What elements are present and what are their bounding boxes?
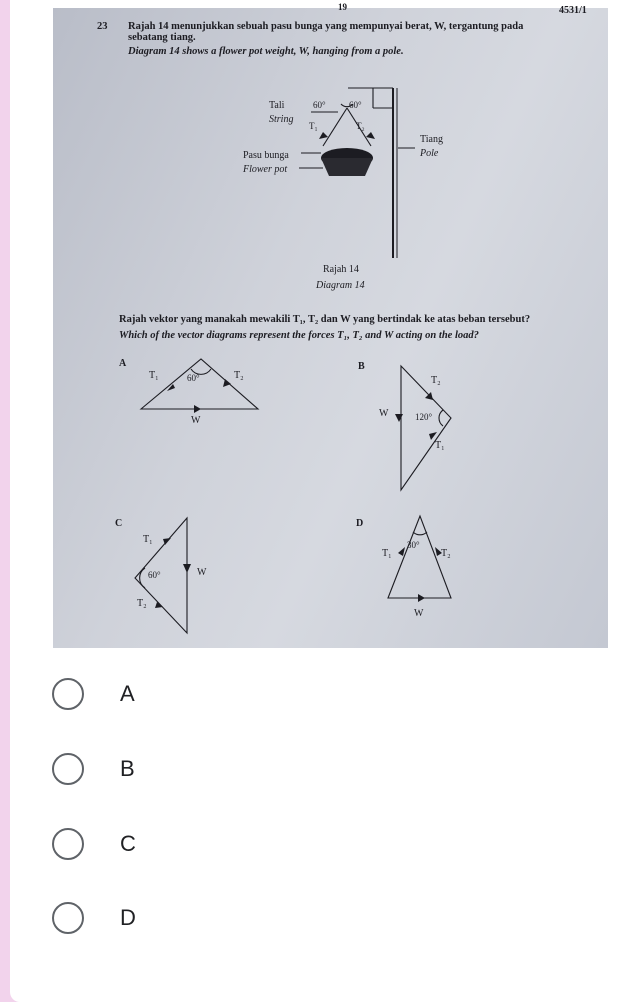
opt-b-angle: 120° bbox=[415, 412, 433, 422]
answer-option-a[interactable] bbox=[52, 674, 135, 714]
answer-label-a: A bbox=[120, 681, 135, 706]
option-a-letter: A bbox=[119, 358, 127, 369]
question-english: Diagram 14 shows a flower pot weight, W, hanging from a pole. bbox=[128, 46, 404, 57]
answer-option-c[interactable] bbox=[52, 824, 136, 864]
opt-a-t2: T₂ bbox=[234, 370, 244, 381]
question-number: 23 bbox=[97, 21, 108, 32]
opt-a-angle: 60° bbox=[187, 373, 200, 383]
opt-b-t1: T₁ bbox=[435, 440, 445, 451]
opt-c-w: W bbox=[197, 567, 207, 578]
option-b-letter: B bbox=[358, 361, 365, 372]
option-c-triangle bbox=[135, 518, 187, 633]
option-c-letter: C bbox=[115, 518, 123, 529]
opt-a-t1: T₁ bbox=[149, 370, 159, 381]
option-b-triangle bbox=[401, 366, 451, 490]
radio-button-a[interactable] bbox=[52, 678, 84, 710]
label-t1: T₁ bbox=[309, 121, 318, 131]
answer-label-b: B bbox=[120, 756, 135, 781]
label-angle-right: 60° bbox=[349, 100, 362, 110]
label-pole: Pole bbox=[420, 148, 439, 159]
caption-english: Diagram 14 bbox=[316, 280, 365, 291]
option-a-triangle bbox=[141, 359, 258, 409]
opt-c-t2: T₂ bbox=[137, 598, 147, 609]
page-number: 19 bbox=[338, 2, 347, 12]
question-image bbox=[53, 2, 608, 648]
label-string: String bbox=[269, 114, 294, 125]
opt-c-angle: 60° bbox=[148, 570, 161, 580]
label-tali: Tali bbox=[269, 100, 285, 111]
radio-button-d[interactable] bbox=[52, 902, 84, 934]
prompt-malay: Rajah vektor yang manakah mewakili T₁, T₂ dan W yang bertindak ke atas beban tersebut? bbox=[119, 314, 531, 325]
flower-pot-body bbox=[321, 158, 373, 176]
opt-a-w: W bbox=[191, 415, 201, 426]
caption-malay: Rajah 14 bbox=[323, 264, 359, 275]
label-flower-pot: Flower pot bbox=[243, 164, 288, 175]
option-d-letter: D bbox=[356, 518, 364, 529]
opt-d-t2: T₂ bbox=[441, 548, 451, 559]
diagram-drawings bbox=[53, 8, 608, 648]
opt-d-angle: 30° bbox=[407, 540, 420, 550]
label-tiang: Tiang bbox=[420, 134, 443, 145]
opt-d-t1: T₁ bbox=[382, 548, 392, 559]
opt-b-t2: T₂ bbox=[431, 375, 441, 386]
option-d-triangle bbox=[388, 516, 451, 598]
label-t2: T₂ bbox=[356, 121, 365, 131]
label-pasu-bunga: Pasu bunga bbox=[243, 150, 289, 161]
opt-d-w: W bbox=[414, 608, 424, 619]
answer-label-d: D bbox=[120, 905, 136, 930]
diagram14-arrows bbox=[319, 132, 375, 139]
prompt-english: Which of the vector diagrams represent the forces T₁, T₂ and W acting on the load? bbox=[119, 330, 479, 341]
label-angle-left: 60° bbox=[313, 100, 326, 110]
answer-option-d[interactable] bbox=[52, 898, 136, 938]
radio-button-b[interactable] bbox=[52, 753, 84, 785]
exam-paper bbox=[53, 2, 608, 648]
answer-option-b[interactable] bbox=[52, 749, 135, 789]
question-malay-line2: sebatang tiang. bbox=[128, 32, 196, 43]
opt-b-w: W bbox=[379, 408, 389, 419]
answer-label-c: C bbox=[120, 831, 136, 856]
paper-code: 4531/1 bbox=[559, 5, 587, 16]
opt-c-t1: T₁ bbox=[143, 534, 153, 545]
option-a-arrows bbox=[167, 379, 231, 413]
question-malay-line1: Rajah 14 menunjukkan sebuah pasu bunga yang mempunyai berat, W, tergantung pada bbox=[128, 21, 524, 32]
radio-button-c[interactable] bbox=[52, 828, 84, 860]
